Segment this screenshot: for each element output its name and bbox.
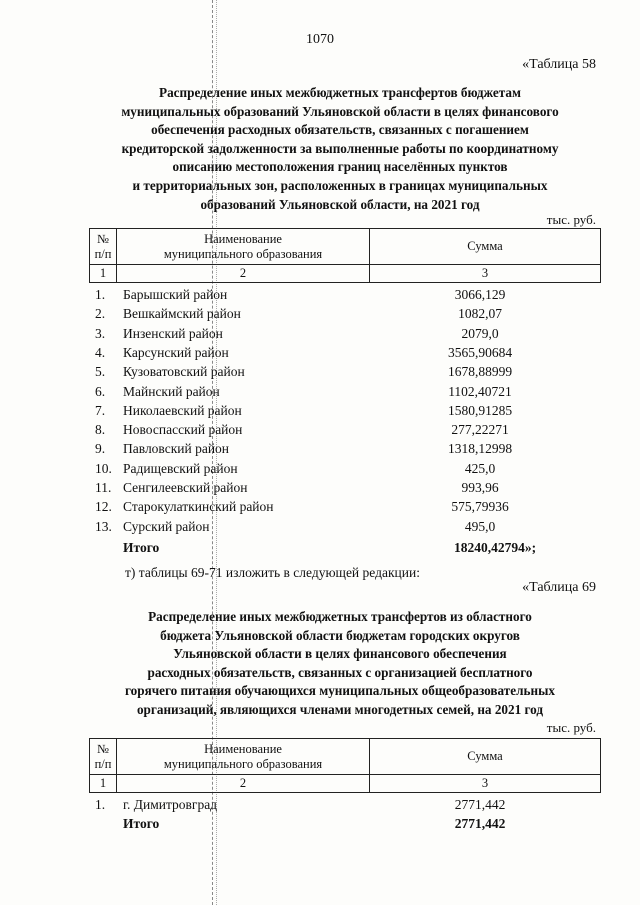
row-sum: 425,0 bbox=[464, 460, 496, 476]
row-sum: 1102,40721 bbox=[448, 383, 512, 399]
col-number: 3 bbox=[370, 775, 601, 793]
col-number: 3 bbox=[370, 265, 601, 283]
table-row bbox=[0, 345, 640, 364]
table-58-units: тыс. руб. bbox=[546, 212, 596, 227]
table-69-total bbox=[0, 816, 640, 835]
row-sum: 495,0 bbox=[464, 518, 496, 534]
row-sum: 1678,88999 bbox=[447, 364, 513, 380]
table-row bbox=[0, 287, 640, 306]
row-name: Николаевский район bbox=[123, 402, 242, 418]
row-sum: 993,96 bbox=[461, 480, 499, 495]
row-num: 6. bbox=[95, 383, 106, 399]
row-num: 5. bbox=[95, 364, 106, 380]
table-69-units: тыс. руб. bbox=[546, 720, 596, 735]
col-number: 1 bbox=[90, 775, 117, 793]
header-num: № п/п bbox=[90, 229, 117, 265]
row-name: Барышский район bbox=[123, 287, 228, 302]
row-sum: 575,79936 bbox=[451, 499, 509, 515]
header-sum: Сумма bbox=[370, 229, 601, 265]
table-69-header bbox=[89, 738, 601, 793]
row-name: Инзенский район bbox=[123, 325, 223, 341]
row-num: 13. bbox=[95, 518, 112, 534]
table-row bbox=[0, 403, 640, 422]
row-num: 2. bbox=[95, 306, 106, 322]
row-sum: 277,22271 bbox=[451, 422, 509, 438]
amendment-paragraph: т) таблицы 69-71 изложить в следующей редакции: bbox=[125, 565, 420, 580]
table-row bbox=[0, 461, 640, 480]
table-row bbox=[0, 306, 640, 325]
table-row bbox=[0, 326, 640, 345]
row-num: 11. bbox=[95, 480, 112, 495]
row-name: Старокулаткинский район bbox=[123, 499, 274, 515]
row-sum: 1580,91285 bbox=[447, 402, 513, 418]
row-sum: 1318,12998 bbox=[447, 441, 513, 457]
row-name: г. Димитровград bbox=[123, 797, 218, 812]
table-row bbox=[0, 364, 640, 383]
row-num: 7. bbox=[95, 402, 106, 418]
row-name: Майнский район bbox=[123, 383, 220, 399]
table-row bbox=[0, 480, 640, 499]
row-sum: 2771,442 bbox=[454, 797, 506, 812]
row-name: Карсунский район bbox=[123, 344, 229, 360]
table-row bbox=[0, 422, 640, 441]
row-sum: 1082,07 bbox=[458, 306, 502, 322]
total-label: Итого bbox=[123, 540, 160, 555]
table-row bbox=[0, 499, 640, 518]
header-name: Наименование муниципального образования bbox=[117, 739, 370, 775]
col-number: 2 bbox=[117, 775, 370, 793]
table-row bbox=[0, 797, 640, 816]
row-num: 12. bbox=[95, 499, 112, 515]
header-name: Наименование муниципального образования bbox=[117, 229, 370, 265]
row-name: Сурский район bbox=[123, 518, 210, 534]
header-sum: Сумма bbox=[370, 739, 601, 775]
table-58-title: Распределение иных межбюджетных трансфертов бюджетам муниципальных образований Ульяновской области в целях финансового обеспечения расходных обязательств, связанных с погашением кредиторской задолженности за выполненные работы по координатному описанию местоположения границ населённых пунктов и территориальных зон, расположенных в границах муниципальных образований Ульяновской области, на 2021 год bbox=[121, 85, 559, 212]
table-row bbox=[0, 441, 640, 460]
row-num: 10. bbox=[95, 460, 112, 476]
table-58-label: «Таблица 58 bbox=[522, 57, 596, 72]
row-sum: 3066,129 bbox=[454, 287, 506, 302]
total-sum: 2771,442 bbox=[454, 816, 506, 831]
table-58-header bbox=[89, 228, 601, 283]
table-69-title: Распределение иных межбюджетных трансфертов из областного бюджета Ульяновской области бюджетам городских округов Ульяновской области в целях финансового обеспечения расходных обязательств, связанных с организацией бесплатного горячего питания обучающихся муниципальных общеобразовательных организаций, являющихся членами многодетных семей, на 2021 год bbox=[124, 609, 555, 717]
row-name: Сенгилеевский район bbox=[123, 480, 248, 495]
row-num: 3. bbox=[95, 325, 106, 341]
row-name: Вешкаймский район bbox=[123, 306, 241, 322]
table-58-total bbox=[0, 540, 640, 559]
header-num: № п/п bbox=[90, 739, 117, 775]
row-name: Радищевский район bbox=[123, 460, 238, 476]
row-num: 8. bbox=[95, 422, 106, 438]
table-69-label: «Таблица 69 bbox=[522, 580, 596, 595]
row-sum: 3565,90684 bbox=[447, 344, 513, 360]
row-name: Павловский район bbox=[123, 441, 230, 457]
row-name: Кузоватовский район bbox=[123, 364, 245, 380]
row-num: 4. bbox=[95, 344, 106, 360]
col-number: 2 bbox=[117, 265, 370, 283]
col-number: 1 bbox=[90, 265, 117, 283]
row-sum: 2079,0 bbox=[461, 325, 499, 341]
table-row bbox=[0, 519, 640, 538]
page-number: 1070 bbox=[306, 32, 334, 47]
row-num: 1. bbox=[95, 287, 106, 302]
row-num: 1. bbox=[95, 797, 106, 812]
row-num: 9. bbox=[95, 441, 106, 457]
row-name: Новоспасский район bbox=[123, 422, 243, 438]
table-row bbox=[0, 384, 640, 403]
total-label: Итого bbox=[123, 816, 160, 831]
total-sum: 18240,42794»; bbox=[453, 540, 537, 555]
